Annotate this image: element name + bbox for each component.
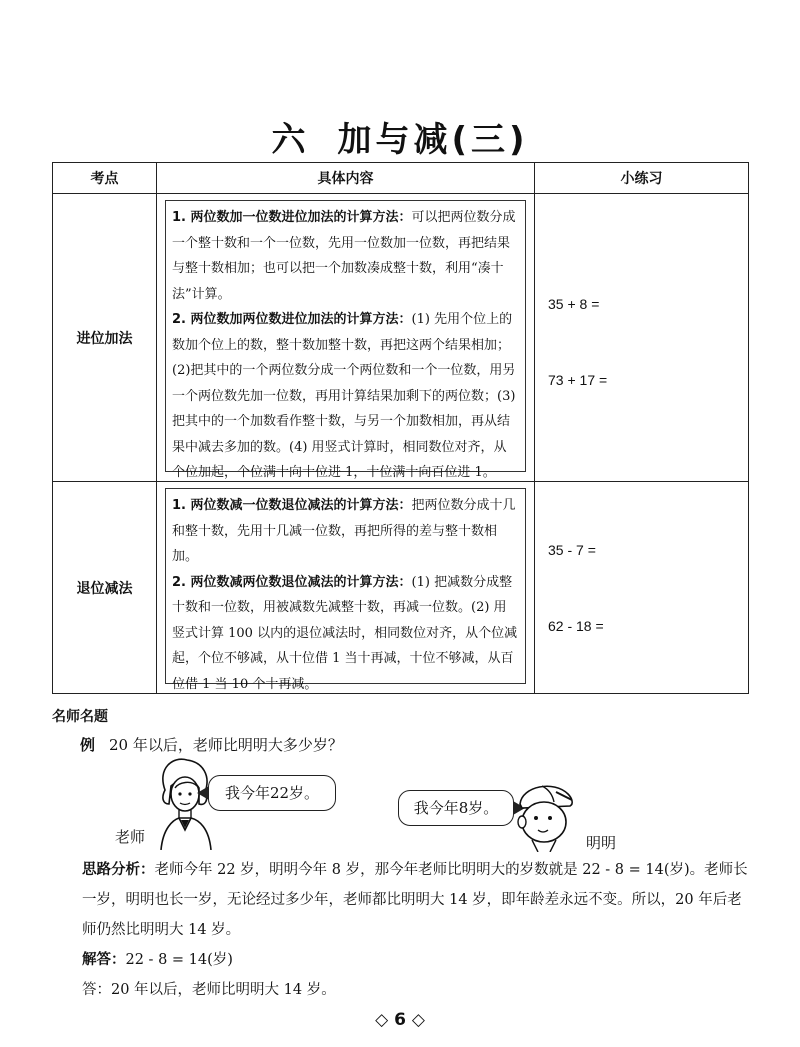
exercise-question: 62 - 18 =	[548, 618, 604, 634]
content-lead: 1. 两位数加一位数进位加法的计算方法：	[172, 210, 412, 225]
content-paragraph	[172, 205, 519, 307]
page-title	[0, 112, 800, 161]
table-row	[53, 194, 749, 482]
content-paragraph	[172, 307, 519, 486]
section-title: 名师名题	[52, 709, 108, 725]
example-text: 20 年以后，老师比明明大多少岁？	[109, 736, 343, 754]
student-illustration	[512, 780, 578, 852]
content-text: 可以把两位数分成一个整十数和一个一位数，先用一位数加一位数，再把结果与整十数相加；也可以把一个加数凑成整十数，利用“凑十法”计算。	[172, 210, 516, 302]
student-speech: 我今年8岁。	[413, 799, 499, 817]
answer-label: 解答：	[82, 952, 126, 968]
exercise-question: 35 - 7 =	[548, 542, 596, 558]
example-question	[80, 734, 343, 755]
content-cell	[157, 194, 535, 482]
content-lead: 2. 两位数减两位数退位减法的计算方法：	[172, 574, 412, 590]
content-paragraph	[172, 570, 519, 698]
table-header-row	[53, 163, 749, 194]
topic-cell: 退位减法	[53, 482, 157, 694]
analysis-text: 老师今年 22 岁，明明今年 8 岁，那今年老师比明明大的岁数就是 22 - 8 = 14(岁)。老师长一岁，明明也长一岁，无论经过多少年，老师都比明明大 14 岁，即年龄差永远不变。所以，20 年后老师仍然比明明大 14 岁。	[82, 862, 748, 938]
answer-text: 22 - 8 = 14(岁)	[125, 952, 233, 968]
exercise-question: 35 + 8 =	[548, 296, 600, 312]
exercise-question: 73 + 17 =	[548, 372, 608, 388]
answer-line	[52, 945, 752, 975]
header-exercise: 小练习	[535, 163, 749, 194]
content-text: (1) 先用个位上的数加个位上的数，整十数加整十数，再把这两个结果相加；(2)把其中的一个两位数分成一个两位数和一个一位数，用另一个两位数先加一位数，再用计算结果加剩下的两位数；(3)把其中的一个加数看作整十数，与另一个加数相加，再从结果中减去多加的数。(4) 用竖式计算时，相同数位对齐，从个位加起，个位满十向十位进 1，十位满十向百位进 1。	[172, 312, 516, 480]
exercise-cell	[535, 482, 749, 694]
analysis-label: 思路分析：	[82, 862, 155, 878]
title-number: 六	[271, 120, 310, 160]
page-number: ◇ 6 ◇	[375, 1010, 425, 1030]
header-topic: 考点	[53, 163, 157, 194]
student-speech-bubble	[398, 790, 514, 826]
teacher-name: 老师	[115, 828, 146, 846]
header-content: 具体内容	[157, 163, 535, 194]
analysis-block	[52, 855, 752, 1005]
content-paragraph	[172, 493, 519, 570]
teacher-illustration	[155, 758, 215, 850]
content-cell	[157, 482, 535, 694]
table-row	[53, 482, 749, 694]
knowledge-table	[52, 162, 749, 694]
title-text: 加与减(三)	[337, 120, 529, 160]
student-name: 明明	[586, 834, 617, 852]
content-text: 把两位数分成十几和整十数，先用十几减一位数，再把所得的差与整十数相加。	[172, 498, 516, 564]
example-label: 例	[80, 736, 96, 754]
content-lead: 2. 两位数加两位数进位加法的计算方法：	[172, 312, 412, 327]
teacher-speech-bubble	[208, 775, 336, 811]
analysis-paragraph	[52, 855, 752, 945]
content-lead: 1. 两位数减一位数退位减法的计算方法：	[172, 498, 412, 513]
content-text: (1) 把减数分成整十数和一位数，用被减数先减整十数，再减一位数。(2) 用竖式计算 100 以内的退位减法时，相同数位对齐，从个位减起，个位不够减，从十位借 1 当十再减，十位不够减，从百位借 1 当 10 个十再减。	[172, 574, 518, 692]
topic-cell: 进位加法	[53, 194, 157, 482]
teacher-speech: 我今年22岁。	[224, 784, 320, 802]
exercise-cell	[535, 194, 749, 482]
reply-line: 答：20 年以后，老师比明明大 14 岁。	[82, 982, 336, 998]
